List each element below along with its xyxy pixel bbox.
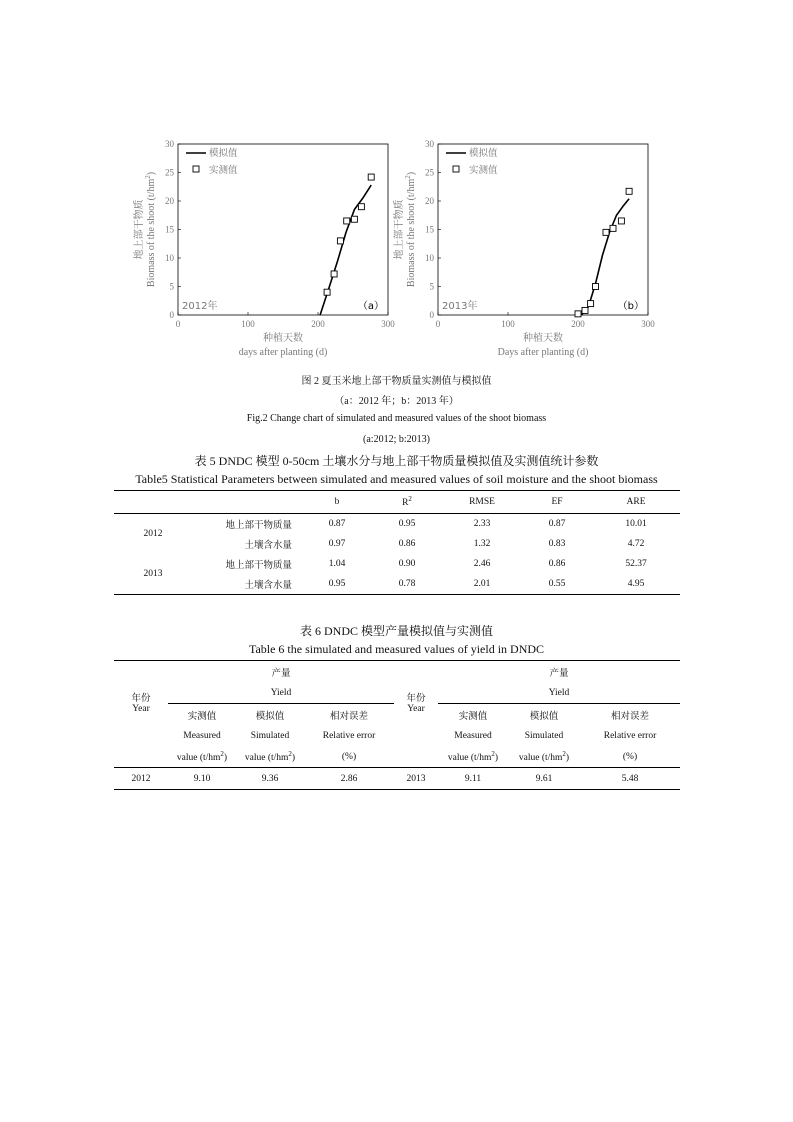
table-row: [114, 554, 680, 574]
x-tick-label: 200: [571, 319, 585, 329]
table6-relerr-unit: (%): [304, 746, 394, 768]
y-tick-label: 15: [425, 224, 434, 235]
y-axis-label-en-sup: 2: [144, 175, 152, 179]
x-tick-label: 300: [381, 319, 395, 329]
measured-point: [618, 218, 624, 224]
table6-simulated-en: Simulated: [524, 730, 564, 741]
table5-header-row: [114, 491, 680, 514]
table6-cell: 9.61: [535, 773, 553, 784]
legend-simulated-label: 模拟值: [469, 148, 498, 159]
table5-cell: 52.37: [625, 559, 647, 569]
y-axis-label-cn: 地上部干物质: [134, 199, 145, 260]
table6-measured-cn: 实测值: [458, 711, 488, 722]
table5-cell: 4.95: [627, 579, 645, 589]
x-tick-label: 300: [641, 319, 655, 329]
y-tick-label: 0: [169, 310, 174, 320]
table6-relerr-cn: 相对误差: [329, 711, 368, 722]
measured-point: [603, 229, 609, 235]
figure-caption-en-sub: (a:2012; b:2013): [363, 434, 430, 445]
table6-simulated-unit: value $(t/hm^2)$: [236, 746, 304, 768]
y-axis-label-cn: 地上部干物质: [394, 199, 405, 260]
measured-point: [368, 174, 374, 180]
table6-year-cn-left: 年份: [131, 693, 151, 704]
table6-year-cn-right: 年份: [406, 693, 426, 704]
table5-cell: 0.97: [328, 539, 346, 549]
table5-header-r2: $R^2$: [372, 491, 442, 514]
table5-item: 地上部干物质量: [225, 521, 292, 531]
table5-cell: 0.86: [548, 559, 566, 569]
table5-cell: 0.78: [398, 579, 416, 589]
y-tick-label: 30: [425, 139, 434, 149]
table6-yield-en-right: Yield: [438, 682, 680, 704]
table6-cell: 9.11: [464, 773, 482, 784]
chart-a-svg: [132, 134, 394, 362]
legend-simulated-label: 模拟值: [209, 148, 238, 159]
table-row: [114, 534, 680, 554]
table6-simulated-cn: 模拟值: [529, 711, 559, 722]
measured-point: [344, 218, 350, 224]
chart-b-svg: [392, 134, 654, 362]
y-tick-label: 0: [429, 310, 434, 320]
table5-year: 2012: [143, 529, 163, 539]
legend-measured-swatch: [453, 166, 459, 172]
chart-panel-b: [392, 134, 654, 362]
table6-measured-unit: value $(t/hm^2)$: [438, 746, 508, 768]
table-row: [114, 768, 680, 790]
y-axis-label-en: [144, 172, 157, 287]
table5-cell: 4.72: [627, 539, 645, 549]
table6-header-row-3: [114, 704, 680, 726]
measured-point: [331, 271, 337, 277]
table6-cell: 9.36: [261, 773, 279, 784]
table5-cell: 0.90: [398, 559, 416, 569]
table5-header-b: b: [302, 491, 372, 514]
measured-point: [358, 204, 364, 210]
x-axis-label-en: Days after planting (d): [497, 347, 589, 358]
y-tick-label: 5: [169, 281, 174, 292]
table6-year-en-right: Year: [407, 703, 425, 714]
table5-header-are: ARE: [592, 491, 680, 514]
table6-header-row-1: [114, 661, 680, 683]
table6-year-en-left: Year: [132, 703, 150, 714]
y-tick-label: 20: [165, 196, 174, 206]
table5-cell: 0.83: [548, 539, 566, 549]
table5-cell: 1.04: [328, 559, 346, 569]
table6: [114, 660, 680, 790]
measured-point: [610, 225, 616, 231]
table5-cell: 0.87: [548, 519, 566, 529]
table6-measured-en: Measured: [454, 730, 492, 741]
y-axis-label-en-end: ): [146, 171, 157, 176]
table6-yield-cn-right: 产量: [549, 668, 569, 679]
x-axis-label-cn: 种植天数: [523, 333, 563, 344]
y-axis-label-en: [404, 172, 417, 287]
y-tick-label: 20: [425, 196, 434, 206]
table5-item: 地上部干物质量: [225, 561, 292, 571]
measured-point: [337, 238, 343, 244]
panel-label: （a）: [357, 301, 384, 312]
table6-relerr-en: Relative error: [322, 730, 376, 741]
table6-header-row-5: [114, 746, 680, 768]
table5-item: 土壤含水量: [244, 581, 292, 591]
table5-cell: 0.86: [398, 539, 416, 549]
y-tick-label: 30: [165, 139, 174, 149]
year-label: 2012年: [182, 301, 218, 312]
measured-point: [575, 311, 581, 317]
y-axis-label-en-main: Biomass of the shoot (t/hm: [406, 178, 417, 288]
x-axis-label-en: days after planting (d): [238, 347, 328, 358]
table6-simulated-cn: 模拟值: [255, 711, 285, 722]
table6-relerr-en: Relative error: [603, 730, 657, 741]
table6-title-cn: 表 6 DNDC 模型产量模拟值与实测值: [299, 624, 493, 638]
table-row: [114, 514, 680, 535]
table6-cell: 9.10: [193, 773, 211, 784]
measured-point: [324, 289, 330, 295]
figure-caption-en: Fig.2 Change chart of simulated and measured values of the shoot biomass: [246, 413, 547, 424]
chart-panel-a: [132, 134, 394, 362]
table6-cell: 2013: [406, 773, 426, 784]
measured-point: [588, 301, 594, 307]
table6-measured-en: Measured: [183, 730, 221, 741]
table6-relerr-unit: (%): [580, 746, 680, 768]
table6-cell: 2.86: [340, 773, 358, 784]
table6-simulated-unit: value $(t/hm^2)$: [508, 746, 580, 768]
table6-measured-cn: 实测值: [187, 711, 217, 722]
y-axis-label-en-end: ): [406, 171, 417, 176]
table5-year: 2013: [143, 569, 163, 579]
x-axis-label-cn: 种植天数: [263, 333, 303, 344]
table6-cell: 2012: [131, 773, 151, 784]
table6-title-en: Table 6 the simulated and measured values of yield in DNDC: [248, 642, 545, 656]
panel-label: （b）: [617, 301, 644, 312]
table6-simulated-en: Simulated: [250, 730, 290, 741]
table5-cell: 2.01: [473, 579, 491, 589]
table-row: [114, 574, 680, 595]
table5-cell: 2.33: [473, 519, 491, 529]
table5-header-ef: EF: [522, 491, 592, 514]
table5-item: 土壤含水量: [244, 541, 292, 551]
table5-title-en: Table5 Statistical Parameters between simulated and measured values of soil moisture and the shoot biomass: [135, 472, 658, 486]
table5-title-cn: 表 5 DNDC 模型 0-50cm 土壤水分与地上部干物质量模拟值及实测值统计参数: [194, 454, 599, 468]
simulated-line: [582, 199, 630, 315]
table6-yield-cn-left: 产量: [271, 668, 291, 679]
table5: [114, 490, 680, 595]
legend-measured-label: 实测值: [469, 165, 498, 176]
y-tick-label: 25: [425, 167, 434, 178]
y-axis-label-en-main: Biomass of the shoot (t/hm: [146, 178, 157, 288]
measured-point: [582, 307, 588, 313]
table5-cell: 0.87: [328, 519, 346, 529]
table6-relerr-cn: 相对误差: [610, 711, 649, 722]
table6-cell: 5.48: [621, 773, 639, 784]
y-tick-label: 15: [165, 224, 174, 235]
measured-point: [351, 216, 357, 222]
y-tick-label: 5: [429, 281, 434, 292]
figure-caption-cn: 图 2 夏玉米地上部干物质量实测值与模拟值: [301, 376, 492, 387]
measured-point: [626, 188, 632, 194]
legend-measured-label: 实测值: [209, 165, 238, 176]
x-tick-label: 200: [311, 319, 325, 329]
x-tick-label: 100: [501, 319, 515, 329]
y-tick-label: 10: [165, 253, 174, 263]
table5-cell: 2.46: [473, 559, 491, 569]
x-tick-label: 0: [435, 319, 441, 329]
measured-point: [593, 284, 599, 290]
table5-cell: 0.55: [548, 579, 566, 589]
table5-cell: 10.01: [625, 519, 647, 529]
table6-yield-en-left: Yield: [168, 682, 394, 704]
x-tick-label: 0: [175, 319, 181, 329]
x-tick-label: 100: [241, 319, 255, 329]
y-tick-label: 10: [425, 253, 434, 263]
table5-cell: 0.95: [328, 579, 346, 589]
y-axis-label-en-sup: 2: [404, 175, 412, 179]
y-tick-label: 25: [165, 167, 174, 178]
figure-caption-cn-sub: （a：2012 年；b：2013 年）: [334, 396, 459, 407]
table5-header-rmse: RMSE: [442, 491, 522, 514]
table5-cell: 1.32: [473, 539, 491, 549]
table6-measured-unit: value $(t/hm^2)$: [168, 746, 236, 768]
year-label: 2013年: [442, 301, 478, 312]
legend-measured-swatch: [193, 166, 199, 172]
table5-cell: 0.95: [398, 519, 416, 529]
